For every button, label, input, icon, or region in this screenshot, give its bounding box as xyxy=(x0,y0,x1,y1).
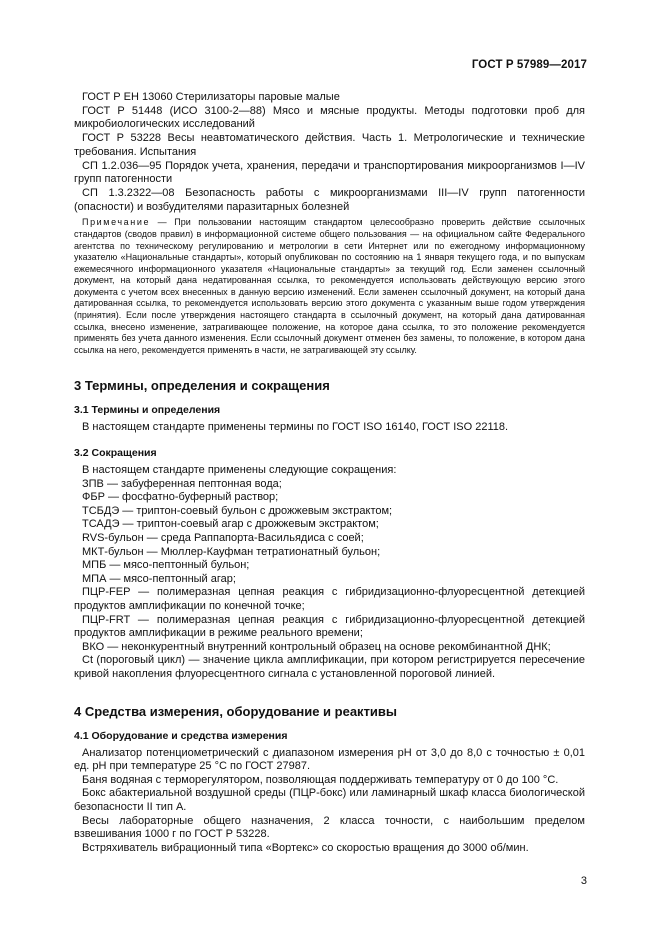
reference-item: ГОСТ Р 51448 (ИСО 3100-2—88) Мясо и мясные продукты. Методы подготовки проб для микробиологических исследований xyxy=(74,104,585,131)
reference-item: СП 1.2.036—95 Порядок учета, хранения, передачи и транспортирования микроорганизмов I—IV групп патогенности xyxy=(74,159,585,186)
abbreviation-item: ФБР — фосфатно-буферный раствор; xyxy=(82,491,279,504)
reference-item: СП 1.3.2322—08 Безопасность работы с микроорганизмами III—IV групп патогенности (опасности) и возбудителями паразитарных болезней xyxy=(74,186,585,213)
equipment-item: Встряхиватель вибрационный типа «Вортекс» со скоростью вращения до 3000 об/мин. xyxy=(82,841,529,854)
equipment-list xyxy=(74,747,585,856)
subsection-4-1-heading: 4.1 Оборудование и средства измерения xyxy=(74,729,288,742)
abbreviation-item: МПБ — мясо-пептонный бульон; xyxy=(82,559,250,572)
equipment-item: Баня водяная с терморегулятором, позволяющая поддерживать температуру от 0 до 100 °С. xyxy=(82,773,559,786)
abbreviation-item: ПЦР-FRT — полимеразная цепная реакция с гибридизационно-флуоресцентной детекцией продуктов амплификации в режиме реального времени; xyxy=(74,613,585,640)
abbreviation-item: ЗПВ — забуференная пептонная вода; xyxy=(82,477,282,490)
abbreviation-item: МКТ-бульон — Мюллер-Кауфман тетратионатный бульон; xyxy=(82,545,381,558)
note-paragraph xyxy=(74,217,585,356)
page-number: 3 xyxy=(580,875,587,887)
abbreviation-item: RVS-бульон — среда Раппапорта-Васильядиса с соей; xyxy=(82,532,364,545)
terms-text: В настоящем стандарте применены термины по ГОСТ ISO 16140, ГОСТ ISO 22118. xyxy=(82,421,509,434)
document-header-id: ГОСТ Р 57989—2017 xyxy=(471,59,587,71)
section-4-heading: 4 Средства измерения, оборудование и реактивы xyxy=(74,703,398,719)
equipment-item: Весы лабораторные общего назначения, 2 класса точности, с наибольшим пределом взвешивания 1000 г по ГОСТ Р 53228. xyxy=(74,814,585,841)
abbreviation-item: ПЦР-FEP — полимеразная цепная реакция с гибридизационно-флуоресцентной детекцией продуктов амплификации по конечной точке; xyxy=(74,586,585,612)
equipment-item: Анализатор потенциометрический с диапазоном измерения рН от 3,0 до 8,0 с точностью ± 0,01 ед. рН при температуре 25 °С по ГОСТ 27987. xyxy=(74,746,585,773)
note-label: Примечание xyxy=(82,217,151,228)
note-text: — При пользовании настоящим стандартом целесообразно проверить действие ссылочных стандартов (сводов правил) в информационной системе общего пользования — на официальном сайте Федерального агентства по техническому регулированию и метрологии в сети Интернет или по ежегодному информационному указателю «Национальные стандарты», который опубликован по состоянию на 1 января текущего года, и по выпускам ежемесячного информационного указателя «Национальные стандарты» за текущий год. Если заменен ссылочный документ, на который дана недатированная ссылка, то рекомендуется использовать действующую версию этого документа с учетом всех внесенных в данную версию изменений. Если заменен ссылочный документ, на который дана датированная ссылка, то рекомендуется использовать версию этого документа с указанным выше годом утверждения (принятия). Если после утверждения настоящего стандарта в ссылочный документ, на который дана датированная ссылка, внесено изменение, затрагивающее положение, на которое дана ссылка, то это положение рекомендуется применять без учета данного изменения. Если ссылочный документ отменен без замены, то положение, в котором дана ссылка на него, рекомендуется применять в части, не затрагивающей эту ссылку. xyxy=(74,217,585,355)
abbreviations-list xyxy=(74,464,585,682)
abbreviations-intro: В настоящем стандарте применены следующие сокращения: xyxy=(82,464,397,477)
abbreviation-item: МПА — мясо-пептонный агар; xyxy=(82,572,236,585)
subsection-3-1-heading: 3.1 Термины и определения xyxy=(74,404,221,417)
subsection-3-2-heading: 3.2 Сокращения xyxy=(74,447,157,460)
reference-item: ГОСТ Р 53228 Весы неавтоматического действия. Часть 1. Метрологические и технические требования. Испытания xyxy=(74,132,585,158)
abbreviation-item: ВКО — неконкурентный внутренний контрольный образец на основе рекомбинантной ДНК; xyxy=(82,640,551,653)
abbreviation-item: Ct (пороговый цикл) — значение цикла амплификации, при котором регистрируется пересечение кривой накопления флуоресцентного сигнала с установленной пороговой линией. xyxy=(74,654,585,680)
page-content xyxy=(74,91,585,855)
abbreviation-item: ТСБДЭ — триптон-соевый бульон с дрожжевым экстрактом; xyxy=(82,504,393,517)
abbreviation-item: ТСАДЭ — триптон-соевый агар с дрожжевым экстрактом; xyxy=(82,518,379,531)
equipment-item: Бокс абактериальной воздушной среды (ПЦР-бокс) или ламинарный шкаф класса биологической безопасности II тип А. xyxy=(74,787,585,813)
reference-item: ГОСТ Р ЕН 13060 Стерилизаторы паровые малые xyxy=(82,91,340,103)
section-3-heading: 3 Термины, определения и сокращения xyxy=(74,378,330,394)
normative-references xyxy=(74,91,585,214)
